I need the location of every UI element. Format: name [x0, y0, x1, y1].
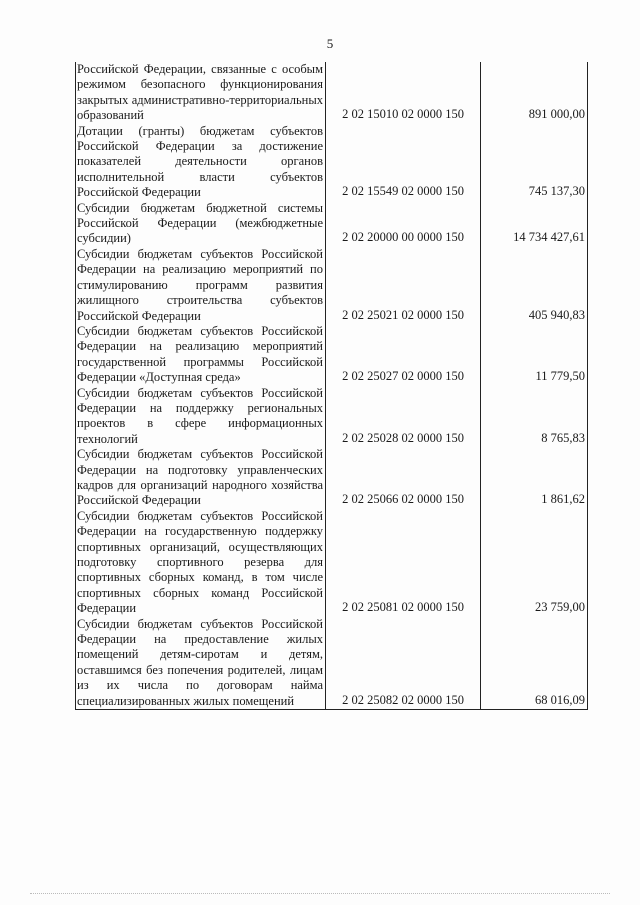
revenue-name-cell: Субсидии бюджетам субъектов Российской Федерации на поддержку региональных проектов в сфере информационных технологий — [76, 386, 326, 448]
table-row — [76, 447, 588, 509]
budget-code-cell: 2 02 25028 02 0000 150 — [326, 386, 481, 448]
table-row — [76, 124, 588, 201]
table-row — [76, 324, 588, 386]
revenue-name-cell: Субсидии бюджетам субъектов Российской Федерации на предоставление жилых помещений детям-сиротам и детям, оставшимся без попечения родителей, лицам из их числа по договорам найма специализированных жилых помещений — [76, 617, 326, 710]
amount-cell: 11 779,50 — [481, 324, 588, 386]
budget-code-cell: 2 02 25081 02 0000 150 — [326, 509, 481, 617]
budget-code-cell: 2 02 25066 02 0000 150 — [326, 447, 481, 509]
revenue-name-cell: Дотации (гранты) бюджетам субъектов Российской Федерации за достижение показателей деятельности органов исполнительной власти субъектов Российской Федерации — [76, 124, 326, 201]
budget-code-cell: 2 02 25082 02 0000 150 — [326, 617, 481, 710]
budget-code-cell: 2 02 25021 02 0000 150 — [326, 247, 481, 324]
amount-cell: 8 765,83 — [481, 386, 588, 448]
scan-edge-line — [30, 893, 610, 894]
table-row — [76, 247, 588, 324]
table-row — [76, 386, 588, 448]
budget-code-cell: 2 02 20000 00 0000 150 — [326, 201, 481, 247]
amount-cell: 68 016,09 — [481, 617, 588, 710]
revenue-name-cell: Субсидии бюджетам субъектов Российской Федерации на реализацию мероприятий по стимулированию программ развития жилищного строительства субъектов Российской Федерации — [76, 247, 326, 324]
revenue-name-cell: Субсидии бюджетам бюджетной системы Российской Федерации (межбюджетные субсидии) — [76, 201, 326, 247]
budget-revenue-table — [75, 62, 588, 710]
amount-cell: 745 137,30 — [481, 124, 588, 201]
amount-cell: 1 861,62 — [481, 447, 588, 509]
amount-cell: 891 000,00 — [481, 62, 588, 124]
table-row — [76, 617, 588, 710]
table-row — [76, 62, 588, 124]
budget-code-cell: 2 02 15010 02 0000 150 — [326, 62, 481, 124]
budget-code-cell: 2 02 15549 02 0000 150 — [326, 124, 481, 201]
amount-cell: 14 734 427,61 — [481, 201, 588, 247]
revenue-name-cell: Субсидии бюджетам субъектов Российской Федерации на реализацию мероприятий государственной программы Российской Федерации «Доступная среда» — [76, 324, 326, 386]
revenue-name-cell: Российской Федерации, связанные с особым режимом безопасного функционирования закрытых административно-территориальных образований — [76, 62, 326, 124]
amount-cell: 23 759,00 — [481, 509, 588, 617]
amount-cell: 405 940,83 — [481, 247, 588, 324]
table-row — [76, 509, 588, 617]
page-number: 5 — [326, 36, 334, 51]
budget-code-cell: 2 02 25027 02 0000 150 — [326, 324, 481, 386]
revenue-name-cell: Субсидии бюджетам субъектов Российской Федерации на подготовку управленческих кадров для организаций народного хозяйства Российской Федерации — [76, 447, 326, 509]
table-row — [76, 201, 588, 247]
revenue-name-cell: Субсидии бюджетам субъектов Российской Федерации на государственную поддержку спортивных организаций, осуществляющих подготовку спортивного резерва для спортивных сборных команд, в том числе спортивных сборных команд Российской Федерации — [76, 509, 326, 617]
